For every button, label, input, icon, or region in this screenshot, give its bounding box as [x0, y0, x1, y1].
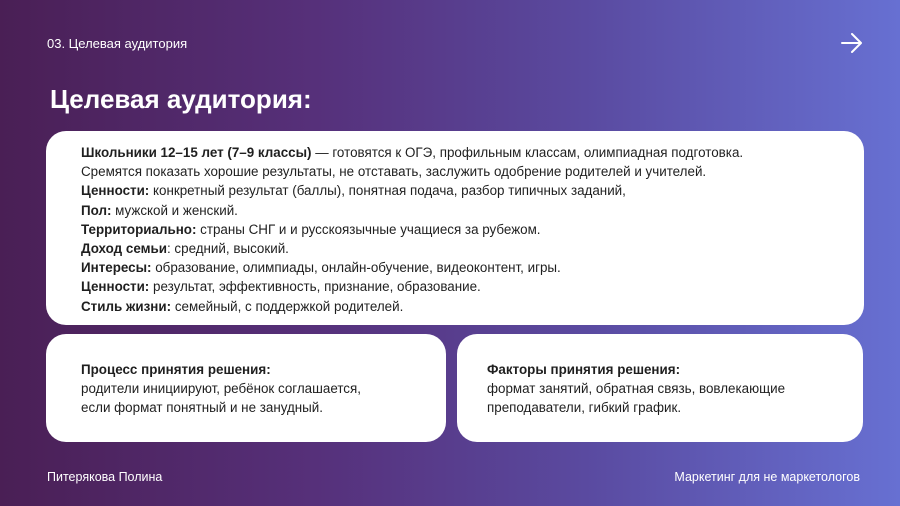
income-text: : средний, высокий.	[166, 241, 289, 257]
audience-motivation: Сремятся показать хорошие результаты, не отставать, заслужить одобрение родителей и учителей.	[81, 164, 707, 180]
footer-author: Питерякова Полина	[47, 470, 163, 484]
audience-segment-text: — готовятся к ОГЭ, профильным классам, олимпиадная подготовка.	[311, 145, 744, 160]
values-text-2: результат, эффективность, признание, образование.	[149, 279, 481, 295]
decision-factors-heading: Факторы принятия решения:	[487, 362, 681, 377]
income-label: Доход семьи	[81, 241, 167, 257]
lifestyle-line	[81, 297, 829, 316]
section-label: 03. Целевая аудитория	[47, 36, 188, 51]
interests-text: образование, олимпиады, онлайн-обучение, видеоконтент, игры.	[151, 260, 561, 276]
gender-label: Пол:	[81, 202, 112, 218]
territory-label: Территориально:	[81, 221, 197, 237]
territory-text: страны СНГ и и русскоязычные учащиеся за рубежом.	[196, 221, 541, 237]
interests-line	[81, 258, 829, 277]
lifestyle-text: семейный, с поддержкой родителей.	[171, 298, 404, 314]
gender-text: мужской и женский.	[111, 202, 238, 218]
decision-process-heading: Процесс принятия решения:	[81, 362, 271, 377]
lifestyle-label: Стиль жизни:	[81, 298, 172, 314]
decision-process-line-2: если формат понятный и не занудный.	[81, 400, 324, 416]
decision-factors-card	[457, 334, 863, 442]
decision-factors-line-1: формат занятий, обратная связь, вовлекающие	[487, 381, 786, 397]
decision-factors-line-2: преподаватели, гибкий график.	[487, 400, 682, 416]
values-line-2	[81, 277, 829, 296]
values-text: конкретный результат (баллы), понятная подача, разбор типичных заданий,	[149, 183, 626, 199]
footer-course: Маркетинг для не маркетологов	[674, 470, 860, 484]
values-label: Ценности:	[81, 183, 150, 199]
territory-line	[81, 220, 829, 239]
audience-line	[81, 143, 829, 162]
decision-process-line-1: родители инициируют, ребёнок соглашается,	[81, 381, 361, 397]
arrow-right-icon[interactable]	[841, 33, 863, 53]
page-title: Целевая аудитория:	[50, 84, 312, 114]
decision-process-card	[46, 334, 446, 442]
values-line	[81, 181, 829, 200]
income-line	[81, 239, 829, 258]
gender-line	[81, 201, 829, 220]
values-label-2: Ценности:	[81, 279, 150, 295]
audience-segment-label: Школьники 12–15 лет (7–9 классы)	[81, 145, 312, 160]
interests-label: Интересы:	[81, 260, 152, 276]
audience-card	[46, 131, 864, 325]
